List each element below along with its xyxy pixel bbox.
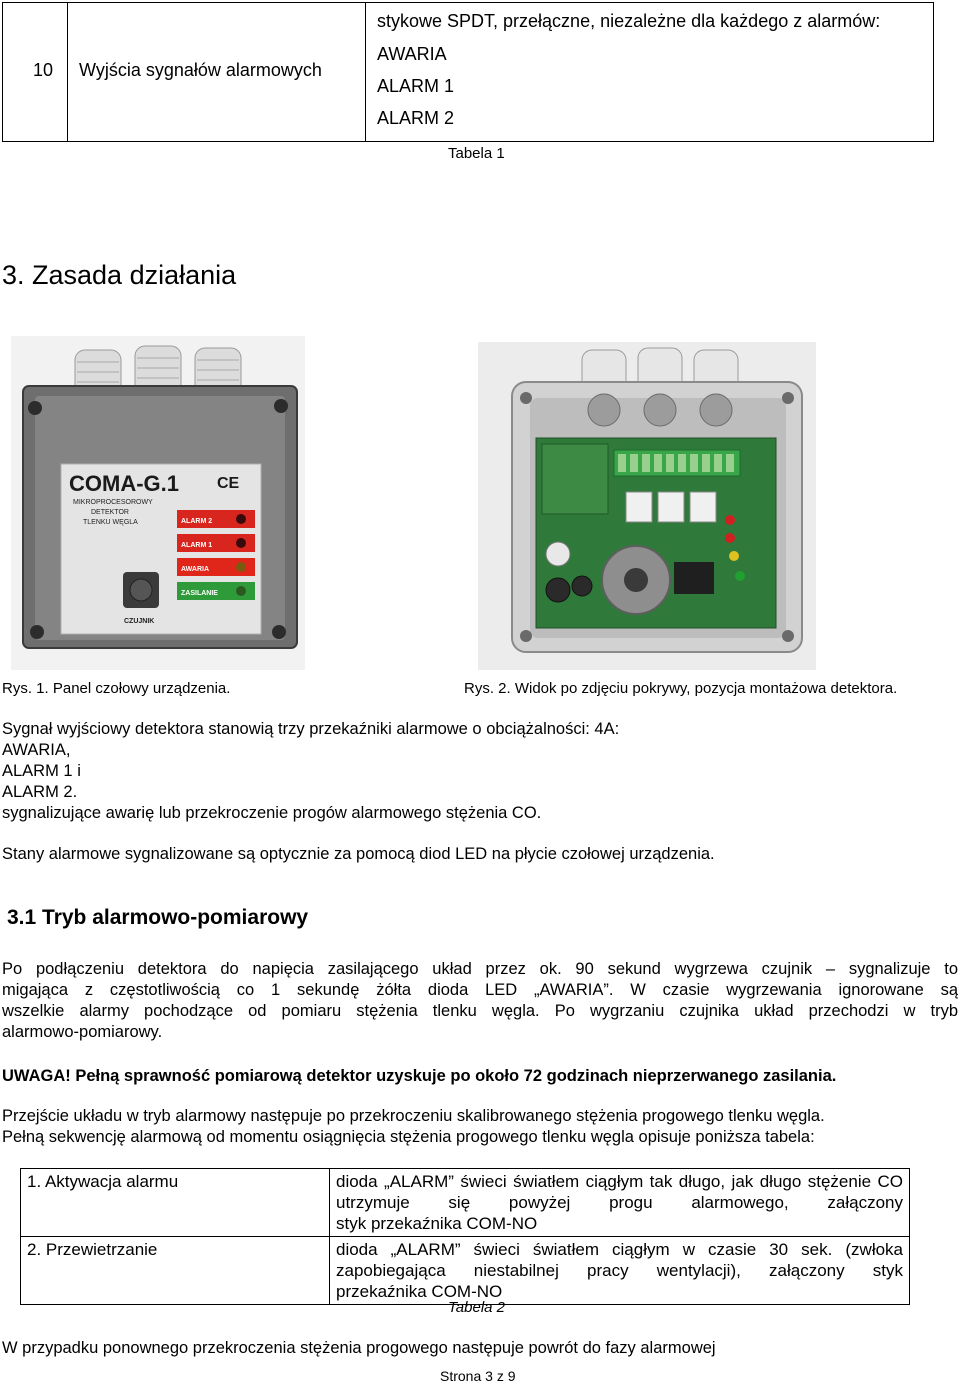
description-text: przekaźnika COM-NO <box>336 1282 503 1301</box>
transition-paragraph <box>2 1106 958 1148</box>
text-line: wszelkie alarmy pochodzące od pomiaru stężenia tlenku węgla. Po wygrzaniu czujnika układ przechodzi w tryb <box>2 1002 958 1020</box>
text-line: ALARM 2. <box>2 783 78 801</box>
spec-table-row-10 <box>2 2 934 142</box>
section-title: 3. Zasada działania <box>2 260 237 290</box>
label-line-3: TLENKU WĘGLA <box>83 519 138 526</box>
front-panel-photo <box>11 336 305 670</box>
spec-description: stykowe SPDT, przełączne, niezależne dla każdego z alarmów: <box>377 11 881 31</box>
figure2-caption: Rys. 2. Widok po zdjęciu pokrywy, pozycja montażowa detektora. <box>464 680 898 697</box>
awaria-strip-label: AWARIA <box>181 566 209 573</box>
phase-cell: 2. Przewietrzanie <box>21 1237 330 1305</box>
table-row <box>21 1169 910 1237</box>
spec-name-cell <box>67 3 366 141</box>
text-line: migająca z częstotliwością co 1 sekundę żółta dioda LED „AWARIA”. W czasie wygrzewania ignorowane są <box>2 981 958 999</box>
ce-mark: CE <box>217 475 240 492</box>
table2-caption: Tabela 2 <box>448 1299 505 1316</box>
text-line: AWARIA, <box>2 741 71 759</box>
spec-item-alarm1: ALARM 1 <box>377 76 455 96</box>
table-row <box>21 1237 910 1305</box>
brand-label: COMA-G.1 <box>69 471 179 496</box>
closing-text: W przypadku ponownego przekroczenia stężenia progowego następuje powrót do fazy alarmowej <box>2 1339 716 1357</box>
text-line: sygnalizujące awarię lub przekroczenie progów alarmowego stężenia CO. <box>2 804 542 822</box>
sensor-label: CZUJNIK <box>124 618 155 625</box>
text-line: Przejście układu w tryb alarmowy następuje po przekroczeniu skalibrowanego stężenia progowego tlenku węgla. <box>2 1107 825 1125</box>
open-box-photo <box>478 342 816 670</box>
description-cell <box>330 1237 910 1305</box>
label-line-2: DETEKTOR <box>91 509 129 516</box>
spec-item-alarm2: ALARM 2 <box>377 108 455 128</box>
warmup-paragraph <box>2 959 958 1043</box>
text-line: Po podłączeniu detektora do napięcia zasilającego układ przez ok. 90 sekund wygrzewa czujnik – sygnalizuje to <box>2 960 958 978</box>
description-text: dioda „ALARM” świeci światłem ciągłym tak długo, jak długo stężenie CO utrzymuje się powyżej progu alarmowego, załączony <box>336 1172 903 1212</box>
phase-cell: 1. Aktywacja alarmu <box>21 1169 330 1237</box>
label-line-1: MIKROPROCESOROWY <box>73 499 153 506</box>
led-description: Stany alarmowe sygnalizowane są optycznie za pomocą diod LED na płycie czołowej urządzenia. <box>2 845 715 863</box>
text-line: ALARM 1 i <box>2 762 81 780</box>
page-footer: Strona 3 z 9 <box>440 1368 516 1384</box>
spec-item-awaria: AWARIA <box>377 44 447 64</box>
text-line: Pełną sekwencję alarmową od momentu osiągnięcia stężenia progowego tlenku węgla opisuje poniższa tabela: <box>2 1128 815 1146</box>
spec-name: Wyjścia sygnałów alarmowych <box>79 60 322 80</box>
text-line: Sygnał wyjściowy detektora stanowią trzy przekaźniki alarmowe o obciążalności: 4A: <box>2 720 620 738</box>
figure1-caption: Rys. 1. Panel czołowy urządzenia. <box>2 680 231 697</box>
spec-number: 10 <box>33 60 54 80</box>
warning-text: UWAGA! Pełną sprawność pomiarową detektor uzyskuje po około 72 godzinach nieprzerwanego zasilania. <box>2 1067 837 1085</box>
subsection-title: 3.1 Tryb alarmowo-pomiarowy <box>7 906 309 929</box>
alarm1-strip-label: ALARM 1 <box>181 542 213 549</box>
relay-description <box>2 719 958 824</box>
description-text: styk przekaźnika COM-NO <box>336 1214 538 1233</box>
alarm-sequence-table <box>20 1168 910 1305</box>
spec-number-cell <box>3 3 68 141</box>
text-line: alarmowo-pomiarowy. <box>2 1023 163 1041</box>
table1-caption: Tabela 1 <box>448 145 505 162</box>
zasilanie-strip-label: ZASILANIE <box>181 590 218 597</box>
description-cell <box>330 1169 910 1237</box>
description-text: dioda „ALARM” świeci światłem ciągłym w czasie 30 sek. (zwłoka zapobiegająca niestabilnej pracy wentylacji), załączony styk <box>336 1240 903 1280</box>
alarm2-strip-label: ALARM 2 <box>181 518 213 525</box>
